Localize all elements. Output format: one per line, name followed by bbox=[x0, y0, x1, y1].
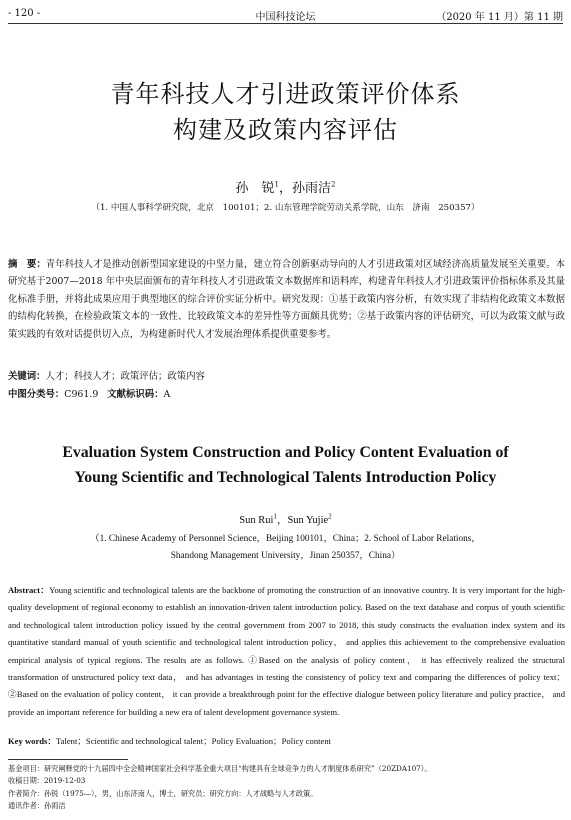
chinese-authors bbox=[0, 177, 571, 196]
author-1: 孙 锐 bbox=[235, 181, 275, 196]
footnote-rule bbox=[8, 759, 128, 760]
author-2-affiliation-mark: 2 bbox=[331, 180, 336, 189]
english-author-2: Sun Yujie bbox=[287, 515, 329, 526]
chinese-keywords-label: 关键词： bbox=[8, 371, 46, 382]
classification-line bbox=[8, 386, 565, 400]
english-affiliation-line-1: （1. Chinese Academy of Personnel Science，Beijing 100101，China；2. School of Labor Relations， bbox=[90, 534, 481, 544]
english-author-separator: ， bbox=[276, 515, 288, 526]
document-code-label: 文献标识码： bbox=[107, 389, 164, 400]
english-keywords-text: Talent；Scientific and technological talent；Policy Evaluation；Policy content bbox=[55, 736, 332, 746]
chinese-title-line-2: 构建及政策内容评估 bbox=[173, 116, 398, 144]
running-header bbox=[8, 6, 563, 24]
english-affiliation-line-2: Shandong Management University，Jinan 250357，China） bbox=[170, 551, 401, 561]
footnote-author-bio: 作者简介：孙锐（1975—），男，山东济南人，博士，研究员；研究方向：人才战略与人才政策。 bbox=[8, 788, 318, 798]
page-number: - 120 - bbox=[8, 8, 41, 19]
document-code-value: A bbox=[163, 389, 171, 400]
chinese-abstract bbox=[8, 256, 565, 343]
english-abstract bbox=[8, 582, 565, 721]
chinese-title bbox=[0, 76, 571, 148]
chinese-keywords-text: 人才；科技人才；政策评估；政策内容 bbox=[45, 371, 205, 382]
journal-name: 中国科技论坛 bbox=[255, 12, 316, 23]
footnote-corresponding-author: 通讯作者：孙雨洁 bbox=[8, 800, 66, 810]
english-author-1-affiliation-mark: 1 bbox=[273, 512, 277, 521]
chinese-abstract-label: 摘 要： bbox=[8, 259, 46, 270]
english-title bbox=[0, 440, 571, 490]
author-2: 孙雨洁 bbox=[292, 181, 332, 196]
author-1-affiliation-mark: 1 bbox=[274, 180, 279, 189]
issue-info: （2020 年 11 月）第 11 期 bbox=[436, 12, 563, 23]
footnote-received-date: 收稿日期：2019-12-03 bbox=[8, 776, 86, 786]
english-affiliation bbox=[0, 531, 571, 565]
english-title-line-2: Young Scientific and Technological Talents Introduction Policy bbox=[74, 469, 497, 486]
header-rule bbox=[8, 23, 563, 24]
chinese-abstract-text: 青年科技人才是推动创新型国家建设的中坚力量，建立符合创新驱动导向的人才引进政策对区域经济高质量发展至关重要。本研究基于2007—2018 年中央层面颁布的青年科技人才引进政策文本数据库和语料库，构建青年科技人才引进政策评价指标体系及其量化标准手册，并将此成果应用于典型地区的综合评价实证分析中。研究发现：①基于政策内容分析，有效实现了非结构化政策文本数据的结构化转换，在检验政策文本的一致性、比较政策文本的差异性等方面颇具优势；②基于政策内容的评估研究，可以为政策文献与政策实践的有效对话提供切入点，为构建新时代人才发展治理体系提供重要参考。 bbox=[8, 259, 565, 340]
chinese-keywords bbox=[8, 368, 565, 382]
english-author-1: Sun Rui bbox=[239, 515, 274, 526]
classification-label: 中图分类号： bbox=[8, 389, 65, 400]
english-abstract-text: Young scientific and technological talents are the backbone of promoting the construction of an innovative country. It is very important for the high-quality development of regional economy to establish an innovation-driven talent introduction policy. Based on the text database and corpus of youth scientific and technological talent introduction policy issued by the central government from 2007 to 2018, this study constructs the evaluation index system and its quantitative standard manual of youth scientific and technological talent introduction policy， and applies this achievement to the comprehensive evaluation empirical analysis of typical regions. The results are as follows. ①Based on the analysis of policy content， it has effectively realized the structural transformation of unstructured policy text data， and has advantages in testing the consistency of policy text and comparing the differences of policy text；②Based on the evaluation of policy content， it can provide a breakthrough point for the effective dialogue between policy literature and policy practice， and provide an important reference for building a new era of talent development governance system. bbox=[8, 585, 565, 717]
chinese-title-line-1: 青年科技人才引进政策评价体系 bbox=[110, 80, 461, 108]
footnotes bbox=[8, 763, 565, 812]
english-authors bbox=[0, 512, 571, 527]
english-abstract-label: Abstract： bbox=[8, 585, 50, 595]
author-separator: ， bbox=[278, 181, 292, 196]
english-keywords bbox=[8, 735, 565, 747]
footnote-fund: 基金项目：研究阐释党的十九届四中全会精神国家社会科学基金重大项目“构建具有全球竞争力的人才制度体系研究”（20ZDA107）。 bbox=[8, 764, 432, 773]
chinese-affiliation: （1. 中国人事科学研究院，北京 100101；2. 山东管理学院劳动关系学院，山东 济南 250357） bbox=[91, 203, 480, 213]
english-title-line-1: Evaluation System Construction and Policy Content Evaluation of bbox=[62, 444, 509, 461]
english-author-2-affiliation-mark: 2 bbox=[328, 512, 332, 521]
classification-value: C961.9 bbox=[64, 389, 99, 400]
english-keywords-label: Key words： bbox=[8, 736, 56, 746]
